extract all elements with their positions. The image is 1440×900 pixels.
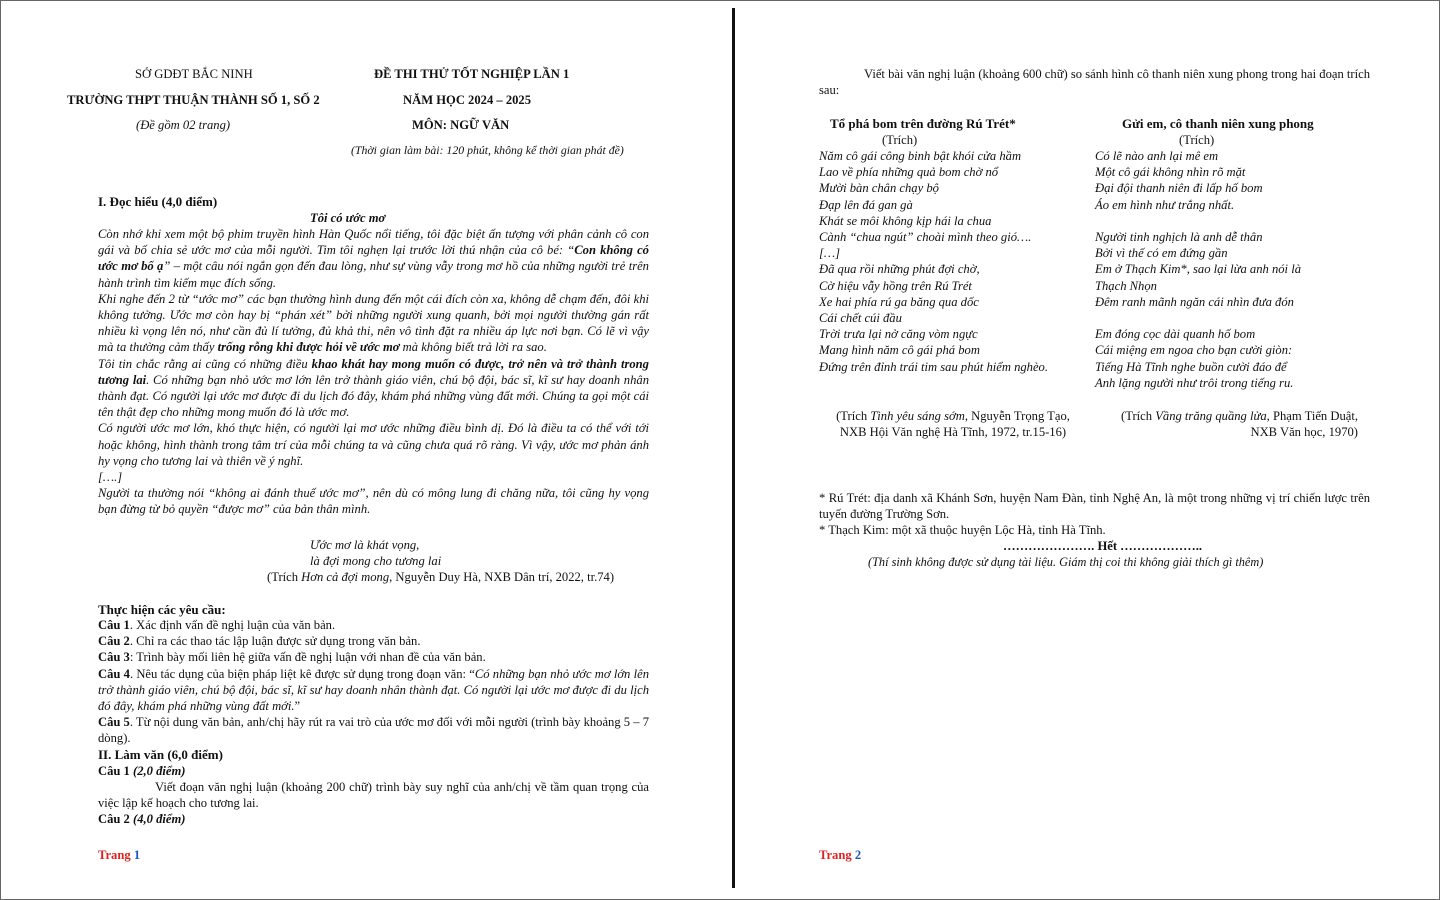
dept-name: SỞ GDĐT BẮC NINH (135, 67, 253, 81)
footnote-1: * Rú Trét: địa danh xã Khánh Sơn, huyện Nam Đàn, tỉnh Nghệ An, là một trong những vị trí chiến lược trên tuyến đường Trường Sơn. (819, 491, 1370, 522)
verse-line-1: Ước mơ là khát vọng, (310, 538, 420, 552)
essay-1-text: Viết đoạn văn nghị luận (khoảng 200 chữ) trình bày suy nghĩ của anh/chị về tầm quan trọng của việc lập kế hoạch cho tương lai. (98, 780, 649, 811)
poem-line: Em ở Thạch Kim*, sao lại lừa anh nói là (1095, 262, 1302, 277)
poem-left-lines (819, 148, 1048, 375)
page-2 (735, 0, 1440, 900)
poem-left-sub: (Trích) (882, 133, 918, 147)
poem-line: Áo em hình như trắng nhất. (1095, 197, 1235, 212)
pages-note: (Đề gồm 02 trang) (136, 118, 231, 132)
exam-title: ĐỀ THI THỬ TỐT NGHIỆP LẦN 1 (374, 67, 570, 81)
passage-title: Tôi có ước mơ (310, 211, 386, 225)
passage-citation: (Trích Hơn cả đợi mong, Nguyễn Duy Hà, NXB Dân trí, 2022, tr.74) (267, 570, 615, 584)
poem-line: Đạp lên đá gan gà (819, 197, 913, 212)
section1-title: I. Đọc hiểu (4,0 điểm) (98, 194, 218, 209)
question-4: Câu 4. Nêu tác dụng của biện pháp liệt kê được sử dụng trong đoạn văn: “Có những bạn nhỏ ước mơ lớn lên trở thành giáo viên, chú bộ đội, bác sĩ, kĩ sư hay doanh nhân thành đạt. Có người lại ước mơ được đi du lịch đó đây, khám phá những vùng đất mới.” (98, 666, 649, 714)
essay-2-intro: Viết bài văn nghị luận (khoảng 600 chữ) so sánh hình cô thanh niên xung phong trong hai đoạn trích sau: (819, 67, 1370, 98)
poem-line: Người tinh nghịch là anh dễ thân (1095, 230, 1263, 245)
passage (98, 226, 649, 518)
poem-line: Mười bàn chân chạy bộ (819, 181, 939, 196)
poem-line: Năm cô gái công binh bật khói cửa hầm (819, 149, 1022, 163)
footnote-2: * Thạch Kim: một xã thuộc huyện Lộc Hà, tỉnh Hà Tĩnh. (819, 523, 1106, 537)
poem-line: Mang hình năm cô gái phá bom (819, 343, 980, 358)
poem-line: Cờ hiệu vẫy hồng trên Rú Trét (819, 278, 972, 293)
poem-line: […] (819, 246, 840, 261)
passage-paragraph-1: Còn nhớ khi xem một bộ phim truyền hình Hàn Quốc nổi tiếng, tôi đặc biệt ấn tượng với phân cảnh cô con gái và bố chia sẻ ước mơ của mỗi người. Tim tôi nghẹn lại trước lời thú nhận của cô bé: “Con không có ước mơ bố ạ” – một câu nói ngắn gọn đến đau lòng, như sự vùng vẫy trong mơ hồ của những người trẻ trên hành trình tìm kiếm mục đích sống. (98, 227, 649, 290)
passage-paragraph-2: Khi nghe đến 2 từ “ước mơ” các bạn thường hình dung đến một cái đích còn xa, không dễ chạm đến, đôi khi không tưởng. Ước mơ còn hay bị “phán xét” bởi những người xung quanh, bởi mọi người thường gán rất nhiều kì vọng lên nó, như cần đủ lí tưởng, đủ khả thi, nên vô tình đặt ra nhiều áp lực nơi bạn. Có lẽ vì vậy mà ta thường cảm thấy trống rỗng khi được hỏi về ước mơ mà không biết trả lời ra sao. (98, 291, 649, 355)
poem-line: Cái chết cúi đầu (819, 311, 902, 326)
poem-line: Đêm ranh mãnh ngăn cái nhìn đưa đón (1095, 294, 1294, 309)
page-2-footer: Trang 2 (819, 848, 862, 862)
poem-line: Một cô gái không nhìn rõ mặt (1095, 165, 1246, 180)
requirements-title: Thực hiện các yêu cầu: (98, 602, 226, 617)
time-note: (Thời gian làm bài: 120 phút, không kể thời gian phát đề) (351, 143, 624, 157)
poem-line: Em đóng cọc dài quanh hố bom (1095, 327, 1256, 342)
poem-line: Khát se môi không kịp hái la chua (819, 213, 992, 228)
page-1-footer: Trang 1 (98, 848, 141, 862)
poem-line: Thạch Nhọn (1095, 278, 1157, 293)
poem-line: Cái miệng em ngoa cho bạn cười giòn: (1095, 343, 1293, 358)
question-3: Câu 3: Trình bày mối liên hệ giữa vấn đề nghị luận với nhan đề của văn bản. (98, 650, 486, 665)
poem-line: Xe hai phía rú ga băng qua dốc (819, 294, 979, 309)
poem-line: Trời trưa lại nở căng vòm ngực (819, 327, 978, 342)
question-5: Câu 5. Từ nội dung văn bản, anh/chị hãy rút ra vai trò của ước mơ đối với mỗi người (trình bày khoảng 5 – 7 dòng). (98, 715, 649, 746)
passage-paragraph-5: Người ta thường nói “không ai đánh thuế ước mơ”, nên dù có mông lung đi chăng nữa, tôi cũng hy vọng bạn đừng từ bỏ quyền “được mơ” của bản thân mình. (98, 486, 649, 517)
school-year: NĂM HỌC 2024 – 2025 (403, 93, 532, 107)
poem-right-lines (1095, 148, 1301, 391)
passage-ellipsis: [….] (98, 470, 123, 485)
poem-right-sub: (Trích) (1179, 133, 1215, 147)
poem-line: Đứng trên đỉnh trái tim sau phút hiểm nghèo. (819, 359, 1048, 374)
passage-paragraph-3: Tôi tin chắc rằng ai cũng có những điều khao khát hay mong muốn có được, trở nên và trở thành trong tương lai. Có những bạn nhỏ ước mơ lớn lên trở thành giáo viên, chú bộ đội, bác sĩ, kĩ sư hay doanh nhân thành đạt. Có người lại ước mơ được đi du lịch đó đây, khám phá những vùng đất mới. Chúng ta gọi một cái tên thật đẹp cho những mong muốn đó là ước mơ. (98, 356, 649, 420)
question-2: Câu 2. Chỉ ra các thao tác lập luận được sử dụng trong văn bản. (98, 634, 421, 649)
poem-line: Có lẽ nào anh lại mê em (1095, 149, 1219, 163)
passage-paragraph-4: Có người ước mơ lớn, khó thực hiện, có người lại mơ ước những điều bình dị. Đó là điều ta có thể với tới hoặc không, hình thành trong tâm trí của mỗi chúng ta và cũng chưa quá rõ ràng. Vì vậy, ước mơ phản ánh hy vọng cho tương lai và thiên về ý nghĩ. (98, 421, 649, 468)
poem-line: Đại đội thanh niên đi lấp hố bom (1095, 181, 1263, 196)
poem-right-title: Gửi em, cô thanh niên xung phong (1122, 116, 1314, 131)
school-name: TRƯỜNG THPT THUẬN THÀNH SỐ 1, SỐ 2 (67, 93, 320, 107)
question-1: Câu 1. Xác định vấn đề nghị luận của văn bản. (98, 618, 336, 632)
poem-line (1095, 310, 1301, 326)
poem-line: Cành “chua ngút” choài mình theo gió…. (819, 230, 1032, 245)
poem-line (1095, 213, 1301, 229)
poem-line: Tiếng Hà Tĩnh nghe buồn cười đáo để (1095, 359, 1287, 374)
poem-line: Anh lặng người như trôi trong tiếng ru. (1095, 375, 1294, 390)
subject: MÔN: NGỮ VĂN (412, 118, 510, 132)
verse-line-2: là đợi mong cho tương lai (310, 554, 442, 568)
poem-line: Đã qua rồi những phút đợi chờ, (819, 262, 980, 277)
end-mark: …………………. Hết ……………….. (1003, 539, 1203, 553)
poem-left-title: Tổ phá bom trên đường Rú Trét* (830, 116, 1016, 131)
end-note: (Thí sinh không được sử dụng tài liệu. Giám thị coi thi không giải thích gì thêm) (868, 555, 1264, 569)
question-list (98, 617, 649, 828)
essay-1-heading: Câu 1 (2,0 điểm) (98, 763, 186, 778)
poem-left-citation: (Trích Tình yêu sáng sớm, Nguyễn Trọng Tạo, NXB Hội Văn nghệ Hà Tĩnh, 1972, tr.15-16) (836, 409, 1070, 440)
essay-2-heading: Câu 2 (4,0 điểm) (98, 812, 186, 827)
poem-line: Lao về phía những quả bom chờ nổ (819, 165, 999, 180)
poem-line: Bởi vì thế có em đứng gần (1095, 246, 1228, 261)
section2-title: II. Làm văn (6,0 điểm) (98, 746, 223, 762)
poem-right-citation: (Trích Vầng trăng quầng lửa, Phạm Tiến Duật, NXB Văn học, 1970) (1121, 409, 1358, 440)
